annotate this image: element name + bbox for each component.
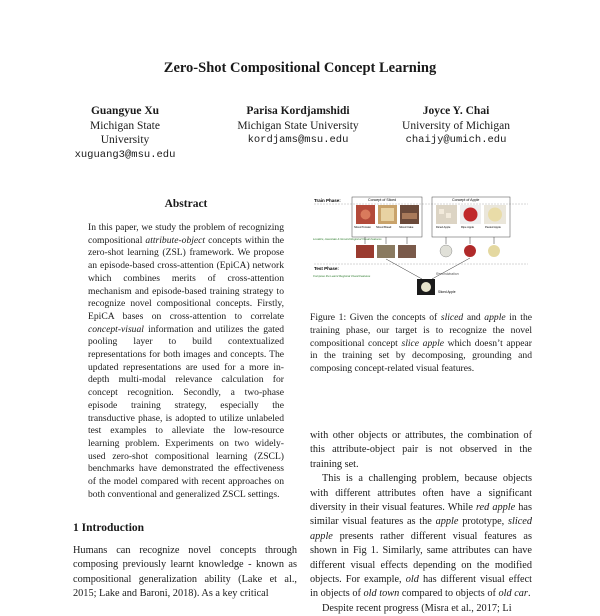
italic-term: old bbox=[405, 574, 419, 586]
figure-caption bbox=[310, 312, 532, 376]
abstract-italic: attribute-object bbox=[145, 234, 206, 246]
author-affiliation: Michigan State University bbox=[237, 119, 359, 132]
author-affiliation: University of Michigan bbox=[402, 119, 510, 132]
regional-features bbox=[356, 245, 500, 258]
fig-concept-sliced: Concept of Sliced bbox=[368, 198, 397, 202]
fig-note-train: Localize, Associate & Ground Regional Visual Features bbox=[313, 237, 382, 241]
italic-term: red apple bbox=[475, 502, 516, 514]
text: compared to objects of bbox=[399, 588, 499, 600]
intro-body bbox=[73, 544, 297, 602]
text: presents rather different visual features as shown in Fig 1. Similarly, same attributes can have different visual effects depending on the modified objects. For example, bbox=[310, 530, 532, 586]
author-2 bbox=[228, 104, 368, 148]
right-column-body bbox=[310, 429, 532, 616]
caption-text: Figure 1: Given the concepts of bbox=[310, 312, 441, 323]
abstract-heading: Abstract bbox=[164, 198, 208, 210]
author-name: Parisa Kordjamshidi bbox=[246, 105, 350, 117]
caption-italic: slice apple bbox=[401, 337, 444, 349]
intro-text: Humans can recognize novel concepts through composing previously learnt knowledge - known as compositional generalization ability (Lake et al., 2015; Lake and Baroni, 2018). As a key critical bbox=[73, 545, 297, 600]
italic-term: sliced apple bbox=[310, 516, 532, 542]
text: This is a challenging problem, because objects with different attributes often have a significant diversity in their visual features. While bbox=[310, 473, 532, 514]
caption-italic: apple bbox=[484, 312, 506, 323]
caption-text: which doesn’t appear in the training set by decomposing, grounding and composing concept-related visual features. bbox=[310, 337, 532, 375]
figure-1 bbox=[310, 193, 532, 303]
author-1 bbox=[70, 104, 180, 162]
fig-concept-apple: Concept of Apple bbox=[452, 198, 480, 202]
text: . bbox=[527, 588, 531, 600]
paragraph: with other objects or attributes, the combination of this attribute-object pair is not observed in the training set. bbox=[310, 430, 532, 470]
author-name: Guangyue Xu bbox=[90, 105, 160, 117]
section-heading: 1 Introduction bbox=[73, 522, 145, 534]
fig-test-label: Sliced Apple bbox=[438, 290, 456, 294]
text: prototype, bbox=[458, 516, 508, 528]
author-email: kordjams@msu.edu bbox=[247, 134, 349, 146]
abstract-text: information and utilizes the gated pooling layer to build contextualized representations for both images and concepts. The updated representations are used for a more in-depth multi-modal relevance calculation for concept recognition. Secondly, a two-phase episode training strategy, especially the transductive phase, is adopted to utilize unlabeled test examples to alleviate the low-resource learning problem. Experiments on two widely-used zero-shot compositional learning (ZSCL) benchmarks have demonstrated the effectiveness of the model compared with recent approaches on both conventional and generalized ZSCL settings. bbox=[88, 323, 284, 500]
fig-apple-label: Diced Apple bbox=[436, 226, 451, 229]
italic-term: apple bbox=[435, 516, 459, 528]
fig-recombination: Recombination bbox=[436, 272, 459, 276]
paragraph bbox=[310, 472, 532, 602]
abstract-text: concepts within the zero-shot learning (ZSL) framework. We propose an episode-based cross-attention (EpiCA) network which combines merits of cross-attention mechanism and episode-based training strategy to recognize novel compositional concepts. Firstly, EpiCA bases on cross-attention to correlate bbox=[88, 234, 285, 322]
fig-test-phase: Test Phase: bbox=[314, 266, 339, 271]
caption-text: and bbox=[463, 312, 485, 323]
fig-sliced-label: Sliced Bread bbox=[376, 226, 392, 229]
italic-term: old car bbox=[498, 588, 528, 600]
author-affiliation: Michigan State University bbox=[90, 119, 160, 146]
author-email: chaijy@umich.edu bbox=[405, 134, 507, 146]
paper-title: Zero-Shot Compositional Concept Learning bbox=[163, 60, 437, 76]
paragraph: Despite recent progress (Misra et al., 2017; Li bbox=[322, 602, 512, 614]
fig-train-phase: Train Phase: bbox=[314, 198, 341, 203]
author-email: xuguang3@msu.edu bbox=[74, 148, 176, 161]
caption-text: in the training phase, our target is to recognize the novel compositional concept bbox=[310, 312, 533, 349]
abstract-italic: concept-visual bbox=[88, 323, 144, 335]
text: has different visual effect in objects of bbox=[310, 574, 532, 600]
author-3 bbox=[392, 104, 520, 148]
fig-sliced-label: Sliced Cake bbox=[399, 226, 414, 229]
caption-italic: sliced bbox=[440, 312, 464, 323]
abstract-text: In this paper, we study the problem of recognizing compositional bbox=[88, 222, 284, 246]
fig-apple-label: Peeled Apple bbox=[485, 226, 501, 229]
text: has similar visual features as the bbox=[310, 502, 532, 528]
fig-sliced-label: Sliced Tomato bbox=[354, 226, 371, 229]
italic-term: old town bbox=[363, 588, 400, 600]
fig-note-test: Compose the Learnt Regional Visual Features bbox=[313, 274, 371, 278]
abstract-body bbox=[88, 222, 284, 501]
author-name: Joyce Y. Chai bbox=[422, 105, 490, 117]
fig-apple-label: Ripe Apple bbox=[461, 226, 474, 229]
